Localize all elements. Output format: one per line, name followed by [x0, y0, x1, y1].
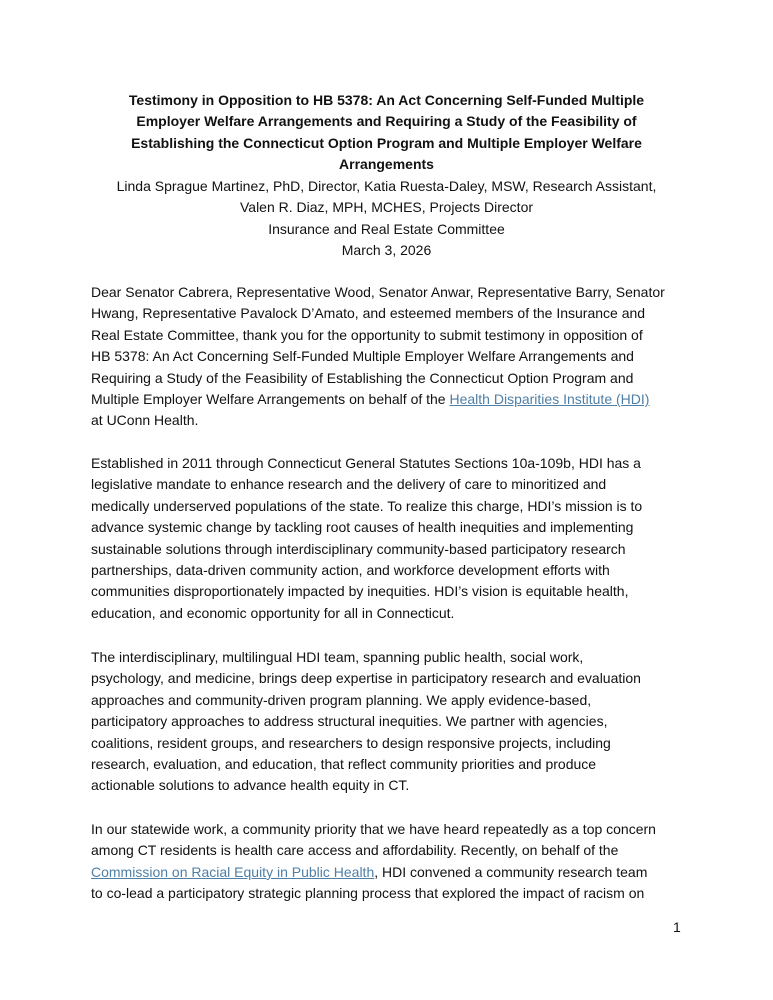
page-number: 1 [673, 919, 681, 935]
paragraph-line: advance systemic change by tackling root causes of health inequities and implementing [91, 519, 634, 536]
paragraph-line: partnerships, data-driven community action, and workforce development efforts with [91, 562, 610, 579]
hdi-link[interactable]: Health Disparities Institute (HDI) [449, 391, 650, 408]
paragraph-line: legislative mandate to enhance research and the delivery of care to minoritized and [91, 476, 607, 493]
committee-line: Insurance and Real Estate Committee [268, 220, 505, 237]
paragraph-text: , HDI convened a community research team [374, 863, 648, 880]
paragraph-line: Hwang, Representative Pavalock D’Amato, and esteemed members of the Insurance and [91, 305, 646, 322]
authors-block [90, 176, 683, 261]
paragraph-line: HB 5378: An Act Concerning Self-Funded Multiple Employer Welfare Arrangements and [91, 348, 634, 365]
commission-link[interactable]: Commission on Racial Equity in Public Health [91, 863, 375, 880]
paragraph-line: In our statewide work, a community priority that we have heard repeatedly as a top concern [91, 821, 656, 837]
established-paragraph [91, 453, 691, 624]
paragraph-line: participatory approaches to address structural inequities. We partner with agencies, [91, 713, 608, 730]
paragraph-line: The interdisciplinary, multilingual HDI team, spanning public health, social work, [91, 649, 584, 665]
paragraph-line: education, and economic opportunity for all in Connecticut. [91, 604, 455, 621]
paragraph-line: communities disproportionately impacted by inequities. HDI’s vision is equitable health, [91, 583, 629, 600]
paragraph-line: approaches and community-driven program planning. We apply evidence-based, [91, 691, 592, 708]
team-paragraph [91, 647, 691, 797]
salutation-paragraph [91, 282, 691, 432]
paragraph-line: actionable solutions to advance health equity in CT. [91, 777, 410, 794]
testimony-title [90, 90, 683, 175]
paragraph-line: Established in 2011 through Connecticut General Statutes Sections 10a-109b, HDI has a [91, 455, 641, 471]
paragraph-line: medically underserved populations of the state. To realize this charge, HDI’s mission is to [91, 497, 643, 514]
title-line: Testimony in Opposition to HB 5378: An Act Concerning Self-Funded Multiple [128, 92, 645, 108]
title-line: Establishing the Connecticut Option Program and Multiple Employer Welfare [131, 134, 642, 151]
authors-line: Valen R. Diaz, MPH, MCHES, Projects Director [239, 199, 534, 216]
paragraph-line: to co-lead a participatory strategic planning process that explored the impact of racism on [91, 885, 645, 902]
paragraph-line [91, 862, 691, 883]
paragraph-line: research, evaluation, and education, that reflect community priorities and produce [91, 756, 597, 773]
paragraph-line: sustainable solutions through interdisciplinary community-based participatory research [91, 540, 626, 557]
paragraph-line [91, 389, 691, 410]
paragraph-line: at UConn Health. [91, 412, 199, 429]
date-line: March 3, 2026 [341, 241, 432, 258]
title-line: Arrangements [339, 155, 434, 172]
paragraph-line: psychology, and medicine, brings deep expertise in participatory research and evaluation [91, 670, 641, 687]
paragraph-line: Real Estate Committee, thank you for the opportunity to submit testimony in opposition of [91, 326, 643, 343]
authors-line: Linda Sprague Martinez, PhD, Director, Katia Ruesta-Daley, MSW, Research Assistant, [116, 178, 657, 194]
paragraph-text: Multiple Employer Welfare Arrangements on behalf of the [91, 391, 450, 408]
paragraph-line: Requiring a Study of the Feasibility of Establishing the Connecticut Option Program and [91, 369, 634, 386]
title-line: Employer Welfare Arrangements and Requiring a Study of the Feasibility of [136, 113, 637, 130]
paragraph-line: among CT residents is health care access and affordability. Recently, on behalf of the [91, 842, 619, 859]
paragraph-line: Dear Senator Cabrera, Representative Wood, Senator Anwar, Representative Barry, Senator [91, 284, 665, 300]
statewide-work-paragraph [91, 819, 691, 905]
paragraph-line: coalitions, resident groups, and researchers to design responsive projects, including [91, 734, 611, 751]
